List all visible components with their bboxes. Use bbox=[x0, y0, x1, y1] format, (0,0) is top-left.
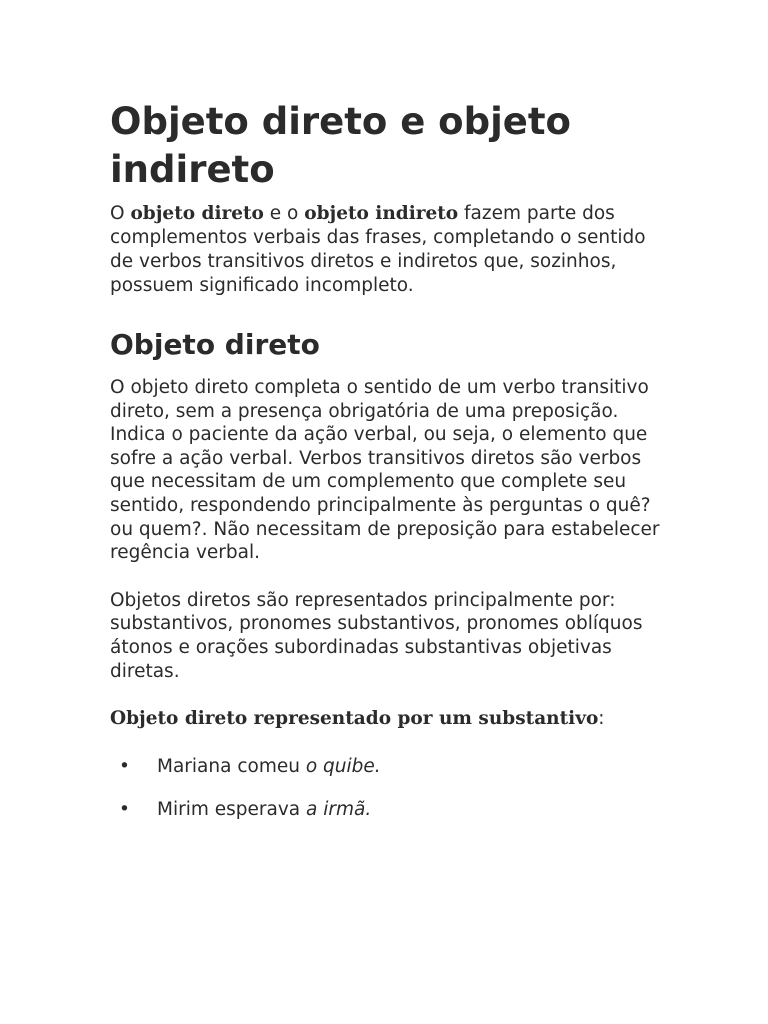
example-object: a irmã. bbox=[306, 799, 372, 821]
intro-text-3: fazem parte dos complementos verbais das frases, completando o sentido de verbos transitivos diretos e indiretos que, sozinhos, possuem significado incompleto. bbox=[110, 203, 646, 296]
example-plain: Mirim esperava bbox=[157, 799, 307, 821]
section-paragraph-1: O objeto direto completa o sentido de um verbo transitivo direto, sem a presença obrigatória de uma preposição. Indica o paciente da ação verbal, ou seja, o elemento que sofre a ação verbal. Verbos transitivos diretos são verbos que necessitam de um complemento que complete seu sentido, respondendo principalmente às perguntas o quê? ou quem?. Não necessitam de preposição para estabelecer regência verbal. bbox=[110, 377, 660, 564]
section-paragraph-2: Objetos diretos são representados principalmente por: substantivos, pronomes substantivos, pronomes oblíquos átonos e orações subordinadas substantivas objetivas diretas. bbox=[110, 589, 643, 682]
document-page bbox=[110, 98, 670, 841]
bullet-icon: • bbox=[119, 799, 130, 821]
intro-bold-objeto-direto: objeto direto bbox=[130, 203, 264, 224]
intro-text-1: O bbox=[110, 203, 131, 224]
page-title: Objeto direto e objeto indireto bbox=[110, 100, 571, 191]
list-item bbox=[110, 798, 670, 822]
example-plain: Mariana comeu bbox=[157, 756, 306, 778]
examples-list bbox=[110, 755, 670, 822]
example-object: o quibe. bbox=[305, 756, 381, 778]
list-item bbox=[110, 755, 670, 779]
section-heading: Objeto direto bbox=[110, 328, 320, 361]
intro-paragraph bbox=[110, 202, 670, 298]
intro-bold-objeto-indireto: objeto indireto bbox=[304, 203, 459, 224]
bullet-icon: • bbox=[119, 756, 130, 778]
examples-subheading bbox=[110, 707, 670, 731]
intro-text-2: e o bbox=[263, 203, 305, 224]
examples-subheading-bold: Objeto direto representado por um substantivo bbox=[110, 708, 599, 730]
examples-subheading-colon: : bbox=[598, 708, 605, 730]
